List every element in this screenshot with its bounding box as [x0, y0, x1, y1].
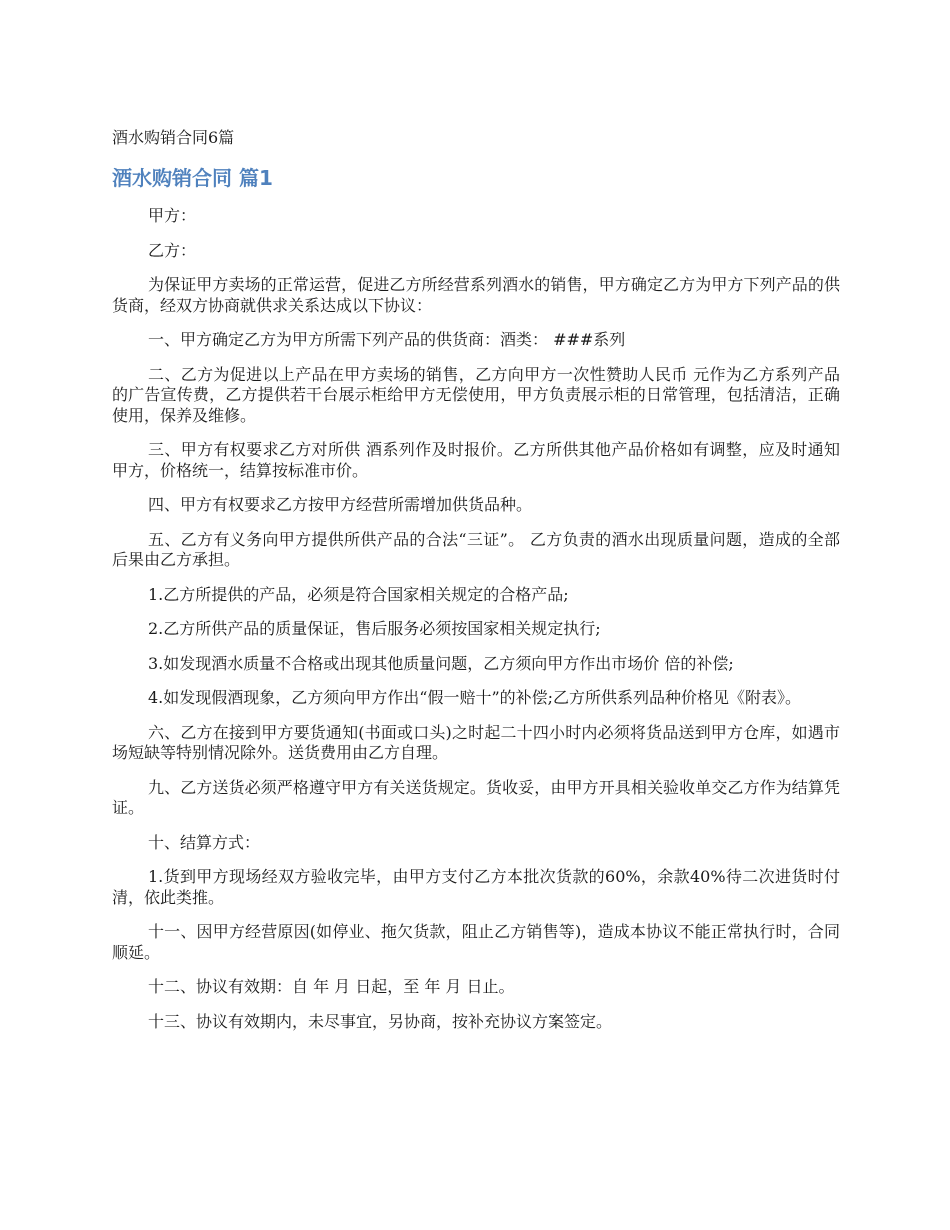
paragraph-clause-1: 一、甲方确定乙方为甲方所需下列产品的供货商：酒类： ###系列: [148, 330, 626, 349]
paragraph-clause-12: 十二、协议有效期：自 年 月 日起，至 年 月 日止。: [148, 977, 515, 996]
paragraph-clause-5-item-3: 3.如发现酒水质量不合格或出现其他质量问题，乙方须向甲方作出市场价 倍的补偿;: [148, 653, 734, 673]
paragraph-party-a: 甲方：: [148, 206, 197, 225]
document-content: [112, 128, 840, 1046]
paragraph-clause-10-item-1: 1.货到甲方现场经双方验收完毕，由甲方支付乙方本批次货款的60%，余款40%待二次进货时付清，依此类推。: [112, 867, 840, 907]
paragraph-clause-5: 五、乙方有义务向甲方提供所供产品的合法“三证”。 乙方负责的酒水出现质量问题，造成的全部后果由乙方承担。: [112, 529, 840, 569]
paragraph-preamble: 为保证甲方卖场的正常运营，促进乙方所经营系列酒水的销售，甲方确定乙方为甲方下列产品的供货商，经双方协商就供求关系达成以下协议：: [112, 275, 840, 315]
paragraph-clause-11: 十一、因甲方经营原因(如停业、拖欠货款，阻止乙方销售等)，造成本协议不能正常执行时，合同顺延。: [112, 922, 840, 962]
paragraph-clause-13: 十三、协议有效期内，未尽事宜，另协商，按补充协议方案签定。: [148, 1011, 613, 1031]
paragraph-clause-5-item-4: 4.如发现假酒现象，乙方须向甲方作出“假一赔十”的补偿;乙方所供系列品种价格见《附表》。: [148, 688, 802, 707]
document-title: 酒水购销合同6篇: [112, 128, 235, 147]
paragraph-clause-3: 三、甲方有权要求乙方对所供 酒系列作及时报价。乙方所供其他产品价格如有调整，应及时通知甲方，价格统一，结算按标准市价。: [112, 440, 840, 480]
paragraph-clause-9: 九、乙方送货必须严格遵守甲方有关送货规定。货收妥，由甲方开具相关验收单交乙方作为结算凭证。: [112, 777, 840, 817]
paragraph-clause-10: 十、结算方式：: [148, 832, 261, 852]
paragraph-clause-6: 六、乙方在接到甲方要货通知(书面或口头)之时起二十四小时内必须将货品送到甲方仓库，如遇市场短缺等特别情况除外。送货费用由乙方自理。: [112, 722, 840, 762]
paragraph-party-b: 乙方：: [148, 240, 197, 260]
paragraph-clause-5-item-2: 2.乙方所供产品的质量保证，售后服务必须按国家相关规定执行;: [148, 619, 601, 638]
paragraph-clause-2: 二、乙方为促进以上产品在甲方卖场的销售，乙方向甲方一次性赞助人民币 元作为乙方系列产品的广告宣传费，乙方提供若干台展示柜给甲方无偿使用，甲方负责展示柜的日常管理，包括清洁，正确使用，保养及维修。: [112, 364, 840, 425]
paragraph-clause-4: 四、甲方有权要求乙方按甲方经营所需增加供货品种。: [148, 495, 533, 514]
paragraph-clause-5-item-1: 1.乙方所提供的产品，必须是符合国家相关规定的合格产品;: [148, 584, 569, 604]
section-heading: 酒水购销合同 篇1: [112, 166, 273, 190]
